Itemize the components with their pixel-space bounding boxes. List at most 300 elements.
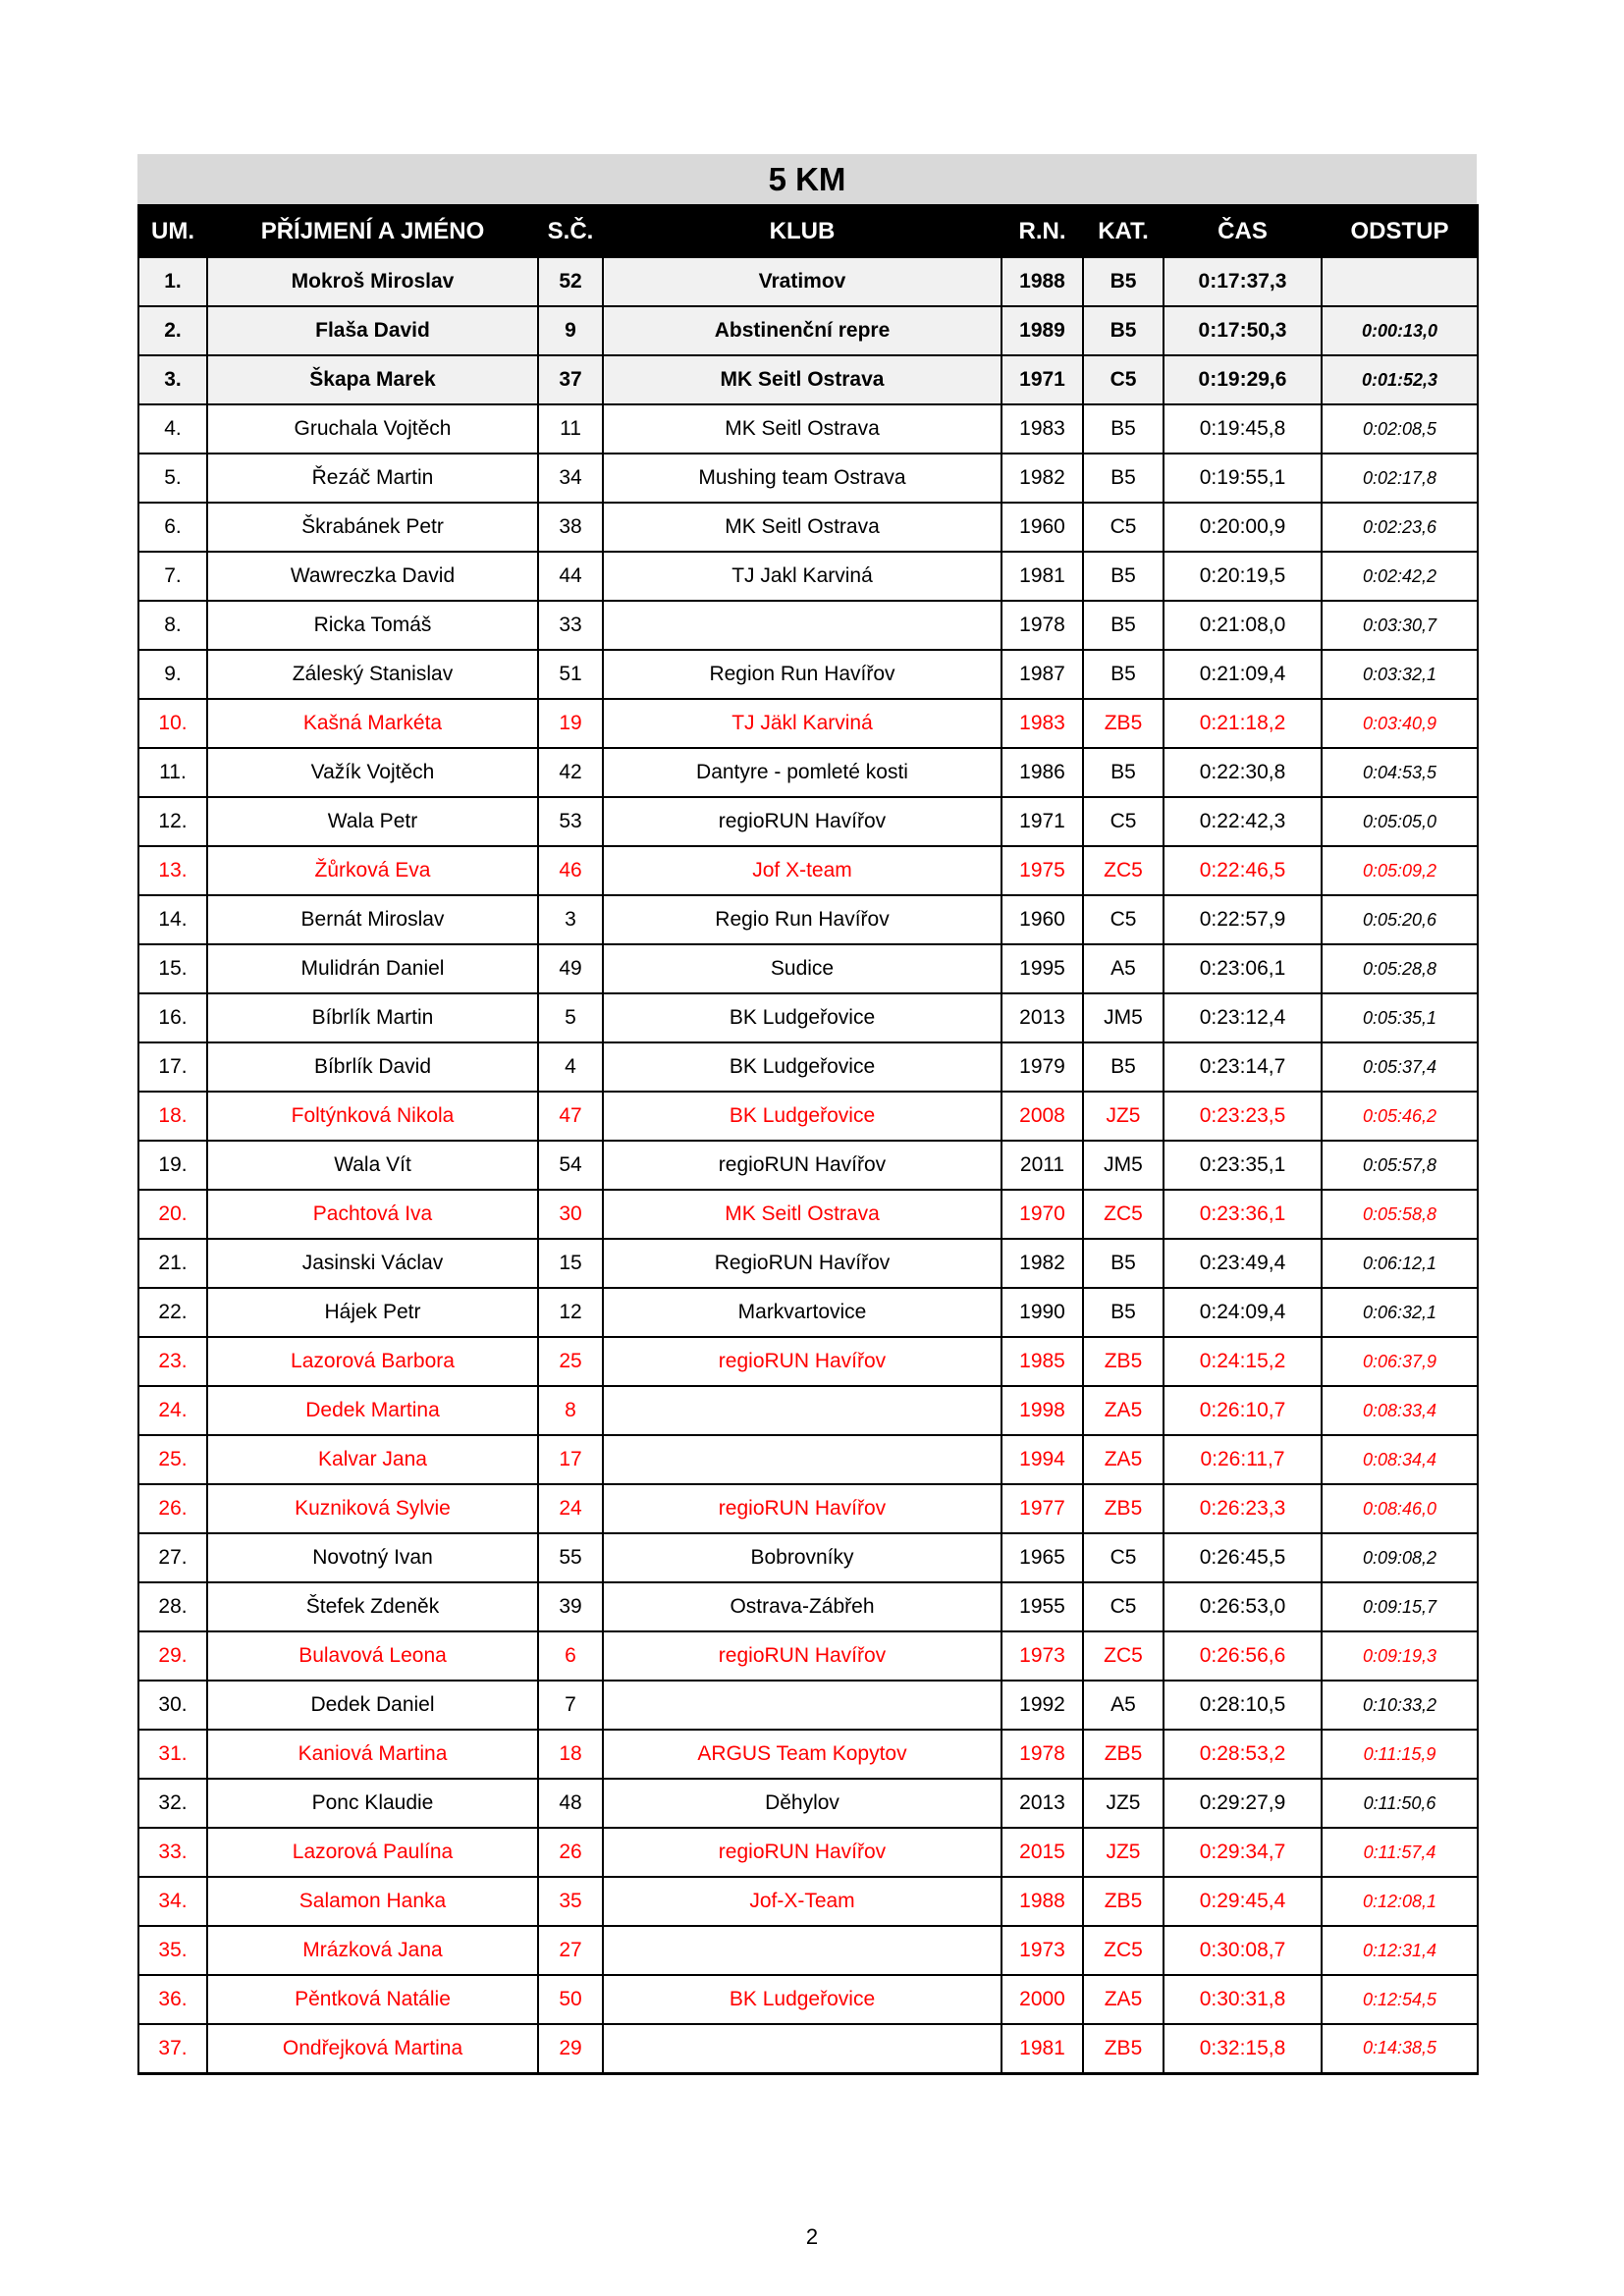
- cell-odstup: 0:05:35,1: [1322, 993, 1478, 1042]
- cell-kat: JM5: [1083, 993, 1164, 1042]
- cell-um: 13.: [138, 846, 207, 895]
- cell-odstup: 0:08:34,4: [1322, 1435, 1478, 1484]
- column-header-um: UM.: [138, 205, 207, 257]
- cell-odstup: 0:00:13,0: [1322, 306, 1478, 355]
- cell-cas: 0:32:15,8: [1164, 2024, 1322, 2073]
- cell-rn: 1986: [1001, 748, 1083, 797]
- cell-um: 4.: [138, 404, 207, 454]
- cell-odstup: 0:05:28,8: [1322, 944, 1478, 993]
- cell-rn: 1987: [1001, 650, 1083, 699]
- cell-kat: B5: [1083, 1239, 1164, 1288]
- cell-odstup: 0:06:32,1: [1322, 1288, 1478, 1337]
- cell-cas: 0:28:10,5: [1164, 1681, 1322, 1730]
- cell-rn: 1995: [1001, 944, 1083, 993]
- cell-name: Bíbrlík Martin: [207, 993, 538, 1042]
- result-row: [138, 404, 1478, 454]
- cell-um: 20.: [138, 1190, 207, 1239]
- cell-name: Záleský Stanislav: [207, 650, 538, 699]
- result-row: [138, 1779, 1478, 1828]
- cell-odstup: 0:02:17,8: [1322, 454, 1478, 503]
- cell-sc: 47: [538, 1092, 603, 1141]
- cell-cas: 0:29:45,4: [1164, 1877, 1322, 1926]
- column-header-name: PŘÍJMENÍ A JMÉNO: [207, 205, 538, 257]
- cell-kat: JM5: [1083, 1141, 1164, 1190]
- cell-cas: 0:19:29,6: [1164, 355, 1322, 404]
- result-row: [138, 993, 1478, 1042]
- cell-klub: [603, 601, 1001, 650]
- cell-cas: 0:22:42,3: [1164, 797, 1322, 846]
- cell-um: 36.: [138, 1975, 207, 2024]
- result-row: [138, 355, 1478, 404]
- cell-odstup: 0:02:08,5: [1322, 404, 1478, 454]
- cell-klub: MK Seitl Ostrava: [603, 1190, 1001, 1239]
- cell-rn: 1983: [1001, 404, 1083, 454]
- cell-kat: B5: [1083, 552, 1164, 601]
- cell-name: Lazorová Barbora: [207, 1337, 538, 1386]
- cell-rn: 1970: [1001, 1190, 1083, 1239]
- cell-klub: BK Ludgeřovice: [603, 993, 1001, 1042]
- cell-rn: 1988: [1001, 1877, 1083, 1926]
- cell-um: 16.: [138, 993, 207, 1042]
- cell-rn: 1983: [1001, 699, 1083, 748]
- cell-rn: 1973: [1001, 1926, 1083, 1975]
- cell-klub: regioRUN Havířov: [603, 1631, 1001, 1681]
- cell-klub: Dantyre - pomleté kosti: [603, 748, 1001, 797]
- cell-odstup: 0:11:15,9: [1322, 1730, 1478, 1779]
- cell-name: Pachtová Iva: [207, 1190, 538, 1239]
- cell-odstup: 0:12:08,1: [1322, 1877, 1478, 1926]
- cell-sc: 5: [538, 993, 603, 1042]
- cell-rn: 1971: [1001, 355, 1083, 404]
- column-header-rn: R.N.: [1001, 205, 1083, 257]
- cell-kat: A5: [1083, 944, 1164, 993]
- cell-klub: Jof X-team: [603, 846, 1001, 895]
- cell-klub: regioRUN Havířov: [603, 1828, 1001, 1877]
- result-row: [138, 1337, 1478, 1386]
- cell-um: 15.: [138, 944, 207, 993]
- cell-name: Mokroš Miroslav: [207, 257, 538, 306]
- cell-um: 11.: [138, 748, 207, 797]
- cell-klub: [603, 1681, 1001, 1730]
- cell-klub: Ostrava-Zábřeh: [603, 1582, 1001, 1631]
- result-row: [138, 1926, 1478, 1975]
- result-row: [138, 601, 1478, 650]
- cell-sc: 4: [538, 1042, 603, 1092]
- cell-klub: Sudice: [603, 944, 1001, 993]
- cell-name: Foltýnková Nikola: [207, 1092, 538, 1141]
- result-row: [138, 1877, 1478, 1926]
- cell-odstup: 0:06:12,1: [1322, 1239, 1478, 1288]
- cell-klub: [603, 1926, 1001, 1975]
- cell-name: Škrabánek Petr: [207, 503, 538, 552]
- cell-odstup: 0:02:42,2: [1322, 552, 1478, 601]
- cell-um: 7.: [138, 552, 207, 601]
- cell-odstup: 0:05:37,4: [1322, 1042, 1478, 1092]
- cell-klub: Regio Run Havířov: [603, 895, 1001, 944]
- cell-odstup: 0:05:57,8: [1322, 1141, 1478, 1190]
- cell-odstup: 0:10:33,2: [1322, 1681, 1478, 1730]
- cell-rn: 2015: [1001, 1828, 1083, 1877]
- cell-name: Flaša David: [207, 306, 538, 355]
- cell-um: 26.: [138, 1484, 207, 1533]
- cell-sc: 30: [538, 1190, 603, 1239]
- result-row: [138, 1828, 1478, 1877]
- cell-klub: regioRUN Havířov: [603, 797, 1001, 846]
- cell-cas: 0:21:08,0: [1164, 601, 1322, 650]
- result-row: [138, 1435, 1478, 1484]
- cell-name: Dedek Daniel: [207, 1681, 538, 1730]
- cell-cas: 0:23:49,4: [1164, 1239, 1322, 1288]
- cell-um: 30.: [138, 1681, 207, 1730]
- cell-name: Važík Vojtěch: [207, 748, 538, 797]
- cell-sc: 38: [538, 503, 603, 552]
- result-row: [138, 503, 1478, 552]
- cell-klub: TJ Jakl Karviná: [603, 552, 1001, 601]
- table-header-row: [138, 205, 1478, 257]
- cell-name: Dedek Martina: [207, 1386, 538, 1435]
- cell-rn: 1960: [1001, 503, 1083, 552]
- cell-odstup: [1322, 257, 1478, 306]
- cell-klub: regioRUN Havířov: [603, 1337, 1001, 1386]
- cell-cas: 0:24:15,2: [1164, 1337, 1322, 1386]
- cell-um: 35.: [138, 1926, 207, 1975]
- cell-kat: C5: [1083, 355, 1164, 404]
- cell-um: 9.: [138, 650, 207, 699]
- cell-kat: B5: [1083, 601, 1164, 650]
- cell-klub: RegioRUN Havířov: [603, 1239, 1001, 1288]
- cell-cas: 0:26:45,5: [1164, 1533, 1322, 1582]
- cell-kat: ZB5: [1083, 1484, 1164, 1533]
- results-section: [137, 154, 1477, 2075]
- cell-cas: 0:30:31,8: [1164, 1975, 1322, 2024]
- cell-sc: 19: [538, 699, 603, 748]
- column-header-cas: ČAS: [1164, 205, 1322, 257]
- cell-um: 3.: [138, 355, 207, 404]
- cell-rn: 1992: [1001, 1681, 1083, 1730]
- cell-sc: 51: [538, 650, 603, 699]
- cell-kat: B5: [1083, 748, 1164, 797]
- cell-rn: 1955: [1001, 1582, 1083, 1631]
- cell-um: 23.: [138, 1337, 207, 1386]
- cell-rn: 1988: [1001, 257, 1083, 306]
- cell-kat: B5: [1083, 454, 1164, 503]
- cell-name: Kuzniková Sylvie: [207, 1484, 538, 1533]
- result-row: [138, 1533, 1478, 1582]
- cell-um: 31.: [138, 1730, 207, 1779]
- cell-klub: [603, 1386, 1001, 1435]
- cell-cas: 0:23:14,7: [1164, 1042, 1322, 1092]
- cell-odstup: 0:03:32,1: [1322, 650, 1478, 699]
- cell-kat: ZB5: [1083, 1730, 1164, 1779]
- cell-cas: 0:26:11,7: [1164, 1435, 1322, 1484]
- cell-kat: C5: [1083, 1582, 1164, 1631]
- cell-rn: 1994: [1001, 1435, 1083, 1484]
- cell-name: Wala Petr: [207, 797, 538, 846]
- result-row: [138, 1288, 1478, 1337]
- cell-sc: 39: [538, 1582, 603, 1631]
- result-row: [138, 748, 1478, 797]
- cell-name: Gruchala Vojtěch: [207, 404, 538, 454]
- result-row: [138, 1681, 1478, 1730]
- cell-rn: 1975: [1001, 846, 1083, 895]
- cell-rn: 1971: [1001, 797, 1083, 846]
- cell-um: 8.: [138, 601, 207, 650]
- cell-odstup: 0:14:38,5: [1322, 2024, 1478, 2073]
- cell-name: Bernát Miroslav: [207, 895, 538, 944]
- cell-name: Kaniová Martina: [207, 1730, 538, 1779]
- result-row: [138, 846, 1478, 895]
- cell-kat: B5: [1083, 1042, 1164, 1092]
- cell-klub: regioRUN Havířov: [603, 1141, 1001, 1190]
- cell-name: Kašná Markéta: [207, 699, 538, 748]
- cell-klub: Region Run Havířov: [603, 650, 1001, 699]
- result-row: [138, 797, 1478, 846]
- cell-um: 22.: [138, 1288, 207, 1337]
- column-header-kat: KAT.: [1083, 205, 1164, 257]
- cell-rn: 1982: [1001, 1239, 1083, 1288]
- result-row: [138, 552, 1478, 601]
- cell-sc: 44: [538, 552, 603, 601]
- cell-sc: 29: [538, 2024, 603, 2073]
- cell-um: 17.: [138, 1042, 207, 1092]
- cell-um: 12.: [138, 797, 207, 846]
- cell-um: 25.: [138, 1435, 207, 1484]
- cell-kat: B5: [1083, 257, 1164, 306]
- cell-cas: 0:22:46,5: [1164, 846, 1322, 895]
- cell-um: 34.: [138, 1877, 207, 1926]
- cell-klub: Abstinenční repre: [603, 306, 1001, 355]
- cell-name: Mulidrán Daniel: [207, 944, 538, 993]
- cell-sc: 35: [538, 1877, 603, 1926]
- cell-cas: 0:28:53,2: [1164, 1730, 1322, 1779]
- cell-sc: 15: [538, 1239, 603, 1288]
- cell-name: Salamon Hanka: [207, 1877, 538, 1926]
- cell-kat: B5: [1083, 404, 1164, 454]
- cell-rn: 1973: [1001, 1631, 1083, 1681]
- cell-sc: 7: [538, 1681, 603, 1730]
- cell-sc: 50: [538, 1975, 603, 2024]
- cell-name: Wala Vít: [207, 1141, 538, 1190]
- cell-sc: 12: [538, 1288, 603, 1337]
- cell-rn: 1960: [1001, 895, 1083, 944]
- cell-rn: 2013: [1001, 1779, 1083, 1828]
- cell-cas: 0:26:10,7: [1164, 1386, 1322, 1435]
- result-row: [138, 699, 1478, 748]
- result-row: [138, 1975, 1478, 2024]
- cell-cas: 0:19:45,8: [1164, 404, 1322, 454]
- cell-sc: 8: [538, 1386, 603, 1435]
- cell-um: 37.: [138, 2024, 207, 2073]
- cell-cas: 0:26:23,3: [1164, 1484, 1322, 1533]
- cell-kat: B5: [1083, 650, 1164, 699]
- cell-kat: ZA5: [1083, 1435, 1164, 1484]
- cell-name: Kalvar Jana: [207, 1435, 538, 1484]
- cell-um: 2.: [138, 306, 207, 355]
- cell-sc: 53: [538, 797, 603, 846]
- cell-klub: Děhylov: [603, 1779, 1001, 1828]
- cell-um: 5.: [138, 454, 207, 503]
- cell-cas: 0:22:57,9: [1164, 895, 1322, 944]
- cell-um: 18.: [138, 1092, 207, 1141]
- table-body: [138, 257, 1478, 2073]
- cell-name: Ponc Klaudie: [207, 1779, 538, 1828]
- cell-cas: 0:17:50,3: [1164, 306, 1322, 355]
- cell-name: Ricka Tomáš: [207, 601, 538, 650]
- cell-odstup: 0:04:53,5: [1322, 748, 1478, 797]
- cell-odstup: 0:05:46,2: [1322, 1092, 1478, 1141]
- cell-odstup: 0:09:08,2: [1322, 1533, 1478, 1582]
- cell-cas: 0:29:34,7: [1164, 1828, 1322, 1877]
- cell-rn: 1979: [1001, 1042, 1083, 1092]
- cell-sc: 9: [538, 306, 603, 355]
- cell-um: 27.: [138, 1533, 207, 1582]
- result-row: [138, 650, 1478, 699]
- cell-sc: 37: [538, 355, 603, 404]
- cell-odstup: 0:05:09,2: [1322, 846, 1478, 895]
- cell-rn: 1981: [1001, 2024, 1083, 2073]
- cell-sc: 3: [538, 895, 603, 944]
- cell-klub: Jof-X-Team: [603, 1877, 1001, 1926]
- cell-cas: 0:30:08,7: [1164, 1926, 1322, 1975]
- result-row: [138, 1484, 1478, 1533]
- cell-kat: A5: [1083, 1681, 1164, 1730]
- cell-cas: 0:26:53,0: [1164, 1582, 1322, 1631]
- cell-klub: TJ Jäkl Karviná: [603, 699, 1001, 748]
- result-row: [138, 1141, 1478, 1190]
- cell-klub: BK Ludgeřovice: [603, 1975, 1001, 2024]
- table-header: [138, 205, 1478, 257]
- cell-sc: 42: [538, 748, 603, 797]
- cell-odstup: 0:08:33,4: [1322, 1386, 1478, 1435]
- cell-kat: ZB5: [1083, 1337, 1164, 1386]
- result-row: [138, 257, 1478, 306]
- cell-um: 29.: [138, 1631, 207, 1681]
- cell-um: 33.: [138, 1828, 207, 1877]
- cell-name: Štefek Zdeněk: [207, 1582, 538, 1631]
- cell-odstup: 0:05:58,8: [1322, 1190, 1478, 1239]
- cell-kat: ZA5: [1083, 1975, 1164, 2024]
- cell-klub: [603, 1435, 1001, 1484]
- cell-klub: MK Seitl Ostrava: [603, 503, 1001, 552]
- cell-rn: 1977: [1001, 1484, 1083, 1533]
- result-row: [138, 895, 1478, 944]
- result-row: [138, 306, 1478, 355]
- cell-kat: C5: [1083, 797, 1164, 846]
- cell-name: Bulavová Leona: [207, 1631, 538, 1681]
- cell-klub: Mushing team Ostrava: [603, 454, 1001, 503]
- cell-name: Pěntková Natálie: [207, 1975, 538, 2024]
- result-row: [138, 2024, 1478, 2073]
- cell-klub: regioRUN Havířov: [603, 1484, 1001, 1533]
- cell-odstup: 0:06:37,9: [1322, 1337, 1478, 1386]
- cell-sc: 55: [538, 1533, 603, 1582]
- cell-name: Jasinski Václav: [207, 1239, 538, 1288]
- cell-sc: 6: [538, 1631, 603, 1681]
- cell-sc: 33: [538, 601, 603, 650]
- cell-odstup: 0:01:52,3: [1322, 355, 1478, 404]
- cell-um: 21.: [138, 1239, 207, 1288]
- cell-odstup: 0:09:15,7: [1322, 1582, 1478, 1631]
- cell-sc: 18: [538, 1730, 603, 1779]
- cell-odstup: 0:09:19,3: [1322, 1631, 1478, 1681]
- cell-cas: 0:23:35,1: [1164, 1141, 1322, 1190]
- cell-klub: MK Seitl Ostrava: [603, 404, 1001, 454]
- cell-klub: [603, 2024, 1001, 2073]
- cell-kat: C5: [1083, 1533, 1164, 1582]
- cell-cas: 0:23:06,1: [1164, 944, 1322, 993]
- cell-sc: 52: [538, 257, 603, 306]
- cell-odstup: 0:02:23,6: [1322, 503, 1478, 552]
- cell-rn: 2013: [1001, 993, 1083, 1042]
- result-row: [138, 1190, 1478, 1239]
- cell-rn: 1978: [1001, 601, 1083, 650]
- result-row: [138, 1582, 1478, 1631]
- cell-rn: 1989: [1001, 306, 1083, 355]
- cell-cas: 0:19:55,1: [1164, 454, 1322, 503]
- cell-kat: JZ5: [1083, 1779, 1164, 1828]
- cell-rn: 2011: [1001, 1141, 1083, 1190]
- cell-kat: C5: [1083, 895, 1164, 944]
- column-header-sc: S.Č.: [538, 205, 603, 257]
- cell-kat: B5: [1083, 306, 1164, 355]
- cell-sc: 49: [538, 944, 603, 993]
- result-row: [138, 944, 1478, 993]
- cell-klub: Bobrovníky: [603, 1533, 1001, 1582]
- cell-cas: 0:17:37,3: [1164, 257, 1322, 306]
- cell-rn: 2008: [1001, 1092, 1083, 1141]
- cell-kat: C5: [1083, 503, 1164, 552]
- cell-kat: ZA5: [1083, 1386, 1164, 1435]
- cell-um: 6.: [138, 503, 207, 552]
- cell-cas: 0:22:30,8: [1164, 748, 1322, 797]
- cell-name: Žůrková Eva: [207, 846, 538, 895]
- cell-cas: 0:24:09,4: [1164, 1288, 1322, 1337]
- cell-odstup: 0:11:57,4: [1322, 1828, 1478, 1877]
- cell-klub: MK Seitl Ostrava: [603, 355, 1001, 404]
- cell-kat: JZ5: [1083, 1092, 1164, 1141]
- page-number: 2: [805, 2224, 819, 2249]
- column-header-odstup: ODSTUP: [1322, 205, 1478, 257]
- cell-name: Mrázková Jana: [207, 1926, 538, 1975]
- cell-name: Škapa Marek: [207, 355, 538, 404]
- cell-rn: 1981: [1001, 552, 1083, 601]
- cell-sc: 26: [538, 1828, 603, 1877]
- cell-sc: 24: [538, 1484, 603, 1533]
- cell-name: Novotný Ivan: [207, 1533, 538, 1582]
- cell-um: 24.: [138, 1386, 207, 1435]
- cell-cas: 0:29:27,9: [1164, 1779, 1322, 1828]
- cell-um: 14.: [138, 895, 207, 944]
- cell-rn: 1990: [1001, 1288, 1083, 1337]
- cell-cas: 0:23:36,1: [1164, 1190, 1322, 1239]
- cell-kat: ZC5: [1083, 846, 1164, 895]
- result-row: [138, 1386, 1478, 1435]
- cell-cas: 0:26:56,6: [1164, 1631, 1322, 1681]
- cell-sc: 34: [538, 454, 603, 503]
- cell-name: Ondřejková Martina: [207, 2024, 538, 2073]
- cell-um: 28.: [138, 1582, 207, 1631]
- cell-rn: 1982: [1001, 454, 1083, 503]
- cell-rn: 1978: [1001, 1730, 1083, 1779]
- cell-rn: 1985: [1001, 1337, 1083, 1386]
- cell-sc: 48: [538, 1779, 603, 1828]
- cell-name: Lazorová Paulína: [207, 1828, 538, 1877]
- result-row: [138, 1092, 1478, 1141]
- race-title: 5 KM: [137, 154, 1477, 204]
- result-row: [138, 1042, 1478, 1092]
- cell-name: Řezáč Martin: [207, 454, 538, 503]
- cell-klub: ARGUS Team Kopytov: [603, 1730, 1001, 1779]
